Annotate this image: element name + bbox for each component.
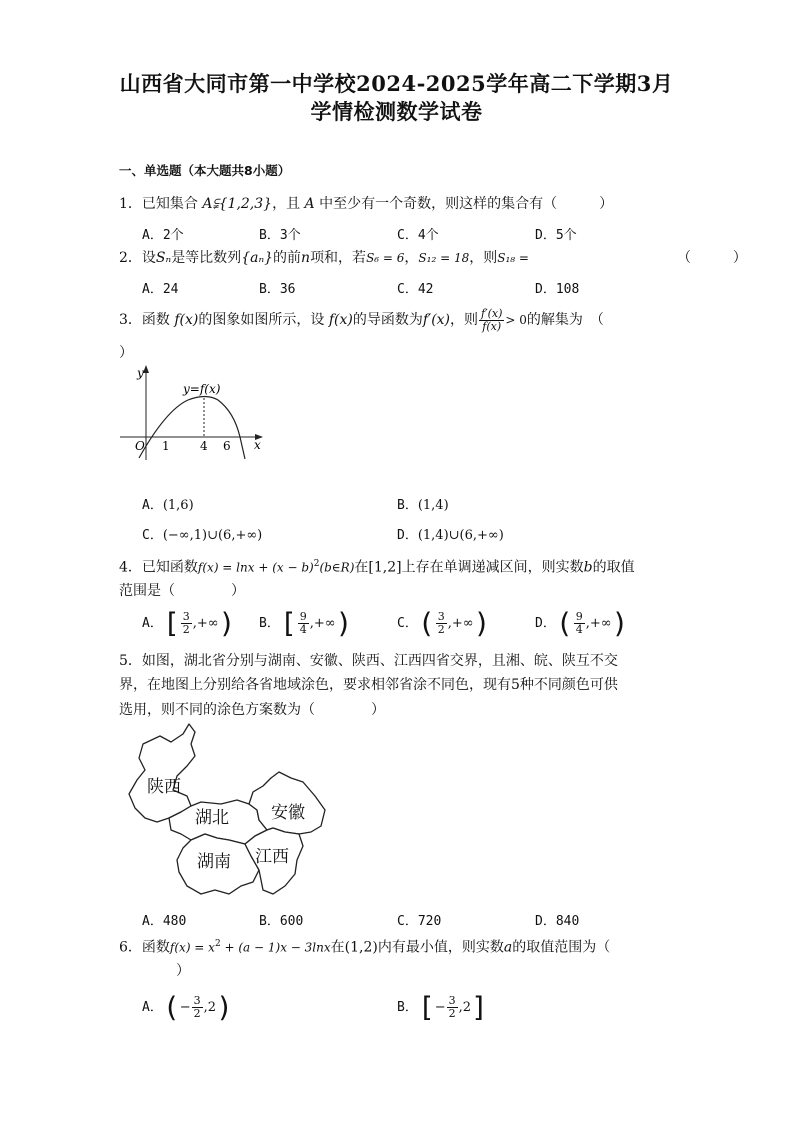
curve-label: y=f(x)	[183, 382, 221, 396]
q1-option-b[interactable]: B．3个	[259, 228, 301, 243]
q4-option-a[interactable]: A．[ $\frac{3}{2}$ ,+∞)	[142, 606, 236, 640]
province-map	[125, 722, 335, 902]
map-label-hubei: 湖北	[195, 808, 229, 828]
question-3-continued: ）	[119, 345, 133, 361]
document-title-line1: 山西省大同市第一中学校2024-2025学年高二下学期3月	[119, 71, 674, 96]
q1-option-a[interactable]: A．2个	[142, 228, 184, 243]
question-5-line3: 选用，则不同的涂色方案数为（ ）	[119, 702, 385, 718]
tick-label-6: 6	[223, 439, 231, 453]
q4-option-b[interactable]: B．[ $\frac{9}{4}$ ,+∞)	[259, 606, 353, 640]
q5-option-c[interactable]: C．720	[397, 914, 442, 929]
tick-label-1: 1	[162, 439, 170, 453]
question-4: 4．已知函数$f(x) = \ln x + (x - b)^2(b\in R)$在[1,2]上存在单调递减区间，则实数b的取值	[119, 559, 635, 576]
section-heading: 一、单选题（本大题共8小题）	[119, 163, 291, 178]
q6-option-a[interactable]: A．(− $\frac{3}{2}$ ,2)	[142, 990, 233, 1024]
question-6: 6．函数$f(x) = x^2 + (a - 1)x - 3\ln x$在(1,2)内有最小值，则实数a的取值范围为（	[119, 939, 611, 956]
function-graph	[118, 362, 268, 462]
document-title-line2: 学情检测数学试卷	[310, 99, 483, 124]
question-5-line1: 5．如图，湖北省分别与湖南、安徽、陕西、江西四省交界，且湘、皖、陕互不交	[119, 653, 618, 669]
q2-option-b[interactable]: B．36	[259, 282, 296, 297]
q2-option-c[interactable]: C．42	[397, 282, 434, 297]
q5-option-b[interactable]: B．600	[259, 914, 304, 929]
map-label-anhui: 安徽	[271, 803, 305, 823]
map-label-hunan: 湖南	[197, 852, 231, 872]
q3-option-a[interactable]: A．(1,6)	[142, 498, 194, 513]
question-5-line2: 界，在地图上分别给各省地域涂色，要求相邻省涂不同色，现有5种不同颜色可供	[119, 677, 618, 693]
q1-option-d[interactable]: D．5个	[535, 228, 577, 243]
y-axis-label: y	[137, 366, 144, 380]
map-label-shaanxi: 陕西	[147, 777, 181, 797]
x-axis-label: x	[254, 438, 261, 452]
q2-option-a[interactable]: A．24	[142, 282, 179, 297]
q5-option-a[interactable]: A．480	[142, 914, 187, 929]
question-1: 1．已知集合 A⫋{1,2,3}，且 A 中至少有一个奇数，则这样的集合有（ ）	[119, 196, 614, 212]
question-3: 3．函数 f(x)的图象如图所示，设 f(x)的导函数为f′(x)，则 $\frac{f'(x)}{f(x)}$ > 0的解集为 （	[119, 306, 604, 333]
tick-label-4: 4	[200, 439, 208, 453]
fraction: $\frac{f'(x)}{f(x)}$	[481, 306, 503, 333]
q3-option-c[interactable]: C．(−∞,1)∪(6,+∞)	[142, 528, 263, 543]
set-expression: A⫋{1,2,3}	[202, 196, 273, 212]
origin-label: O	[135, 439, 145, 453]
map-region-shaanxi	[129, 724, 195, 822]
q5-option-d[interactable]: D．840	[535, 914, 580, 929]
q1-option-c[interactable]: C．4个	[397, 228, 439, 243]
q2-option-d[interactable]: D．108	[535, 282, 580, 297]
y-axis-arrow	[143, 365, 149, 373]
map-label-jiangxi: 江西	[255, 847, 289, 867]
question-4-continued: 范围是（ ）	[119, 583, 245, 599]
q4-option-c[interactable]: C．( $\frac{3}{2}$ ,+∞)	[397, 606, 491, 640]
question-6-continued: ）	[176, 963, 190, 979]
q4-option-d[interactable]: D．( $\frac{9}{4}$ ,+∞)	[535, 606, 629, 640]
q6-option-b[interactable]: B．[− $\frac{3}{2}$ ,2]	[397, 990, 488, 1024]
q3-option-b[interactable]: B．(1,4)	[397, 498, 449, 513]
q3-option-d[interactable]: D．(1,4)∪(6,+∞)	[397, 528, 504, 543]
question-2: 2．设Sₙ是等比数列{aₙ}的前n项和，若S₆ = 6，S₁₂ = 18，则S₁₈ = （ ）	[119, 250, 747, 266]
